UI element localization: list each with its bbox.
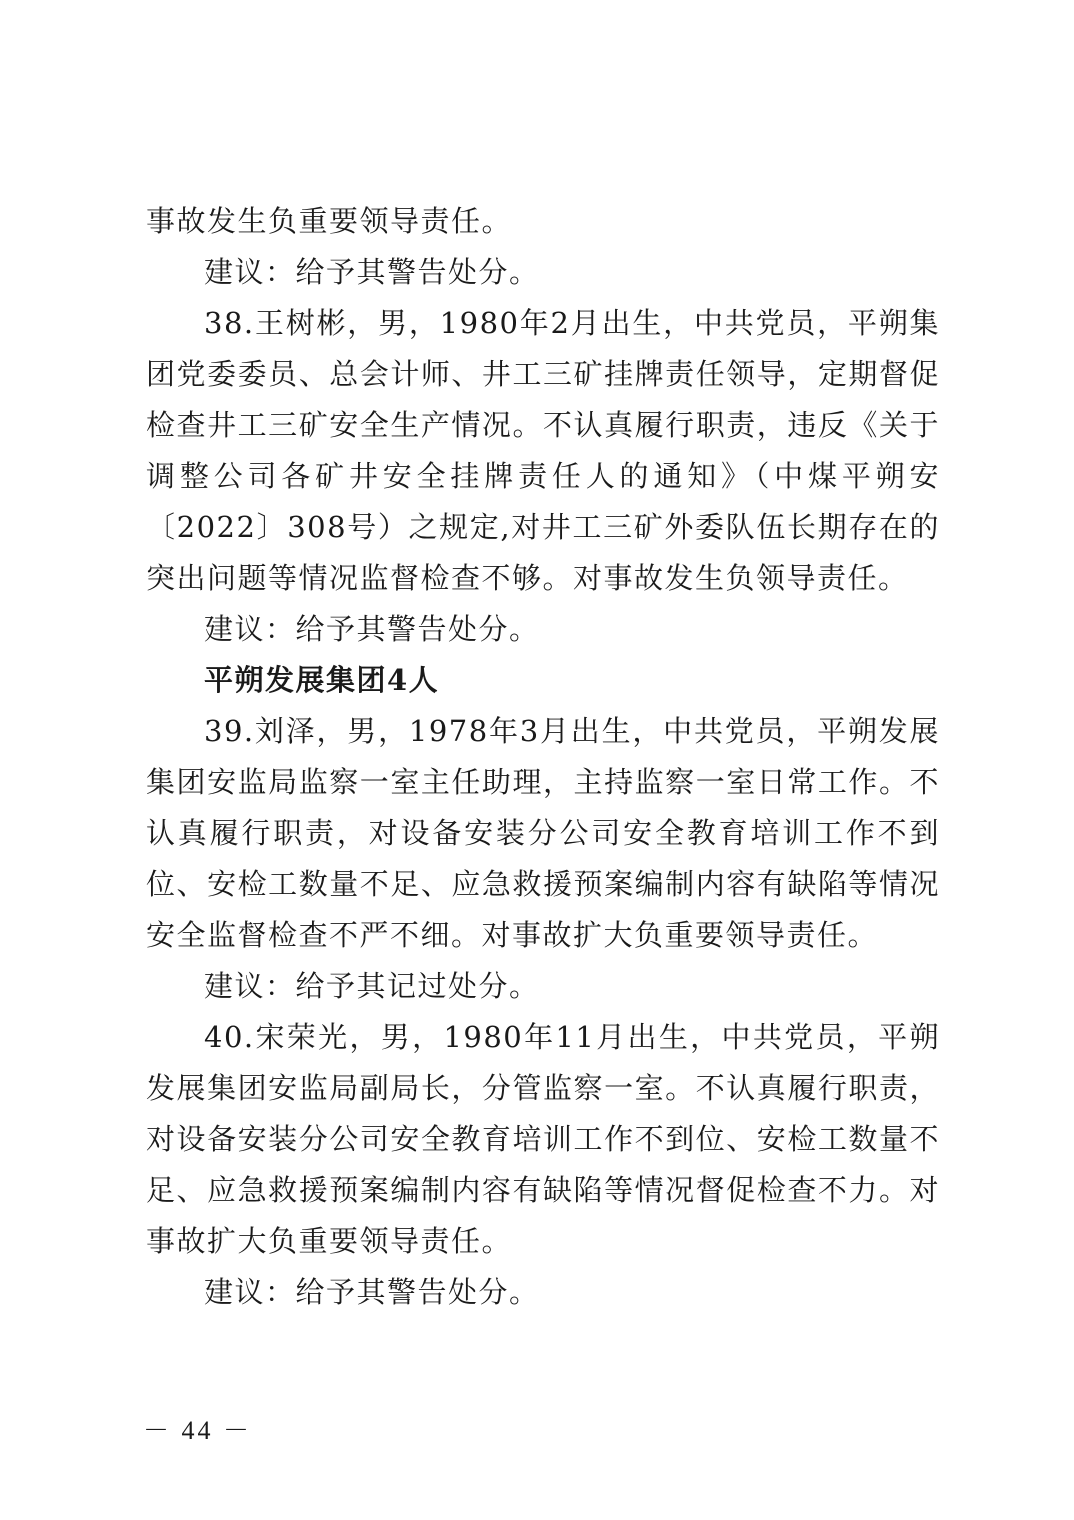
paragraph-item-40: 40.宋荣光，男，1980年11月出生，中共党员，平朔发展集团安监局副局长，分管监察一室。不认真履行职责，对设备安装分公司安全教育培训工作不到位、安检工数量不足、应急救援预案编制内容有缺陷等情况督促检查不力。对事故扩大负重要领导责任。	[146, 1020, 940, 1258]
paragraph-recommendation: 建议：给予其记过处分。	[204, 969, 540, 1003]
paragraph-recommendation: 建议：给予其警告处分。	[204, 255, 540, 289]
paragraph-item-38: 38.王树彬，男，1980年2月出生，中共党员，平朔集团党委委员、总会计师、井工三矿挂牌责任领导，定期督促检查井工三矿安全生产情况。不认真履行职责，违反《关于调整公司各矿井安全挂牌责任人的通知》（中煤平朔安〔2022〕308号）之规定,对井工三矿外委队伍长期存在的突出问题等情况监督检查不够。对事故发生负领导责任。	[146, 306, 940, 595]
document-body	[146, 196, 940, 1318]
paragraph-continuation: 事故发生负重要领导责任。	[146, 204, 513, 238]
section-heading: 平朔发展集团4人	[204, 663, 440, 697]
page-number: － 44 －	[143, 1416, 253, 1445]
paragraph-recommendation: 建议：给予其警告处分。	[204, 1275, 540, 1309]
paragraph-item-39: 39.刘泽，男，1978年3月出生，中共党员，平朔发展集团安监局监察一室主任助理，主持监察一室日常工作。不认真履行职责，对设备安装分公司安全教育培训工作不到位、安检工数量不足、应急救援预案编制内容有缺陷等情况安全监督检查不严不细。对事故扩大负重要领导责任。	[146, 714, 940, 952]
paragraph-recommendation: 建议：给予其警告处分。	[204, 612, 540, 646]
